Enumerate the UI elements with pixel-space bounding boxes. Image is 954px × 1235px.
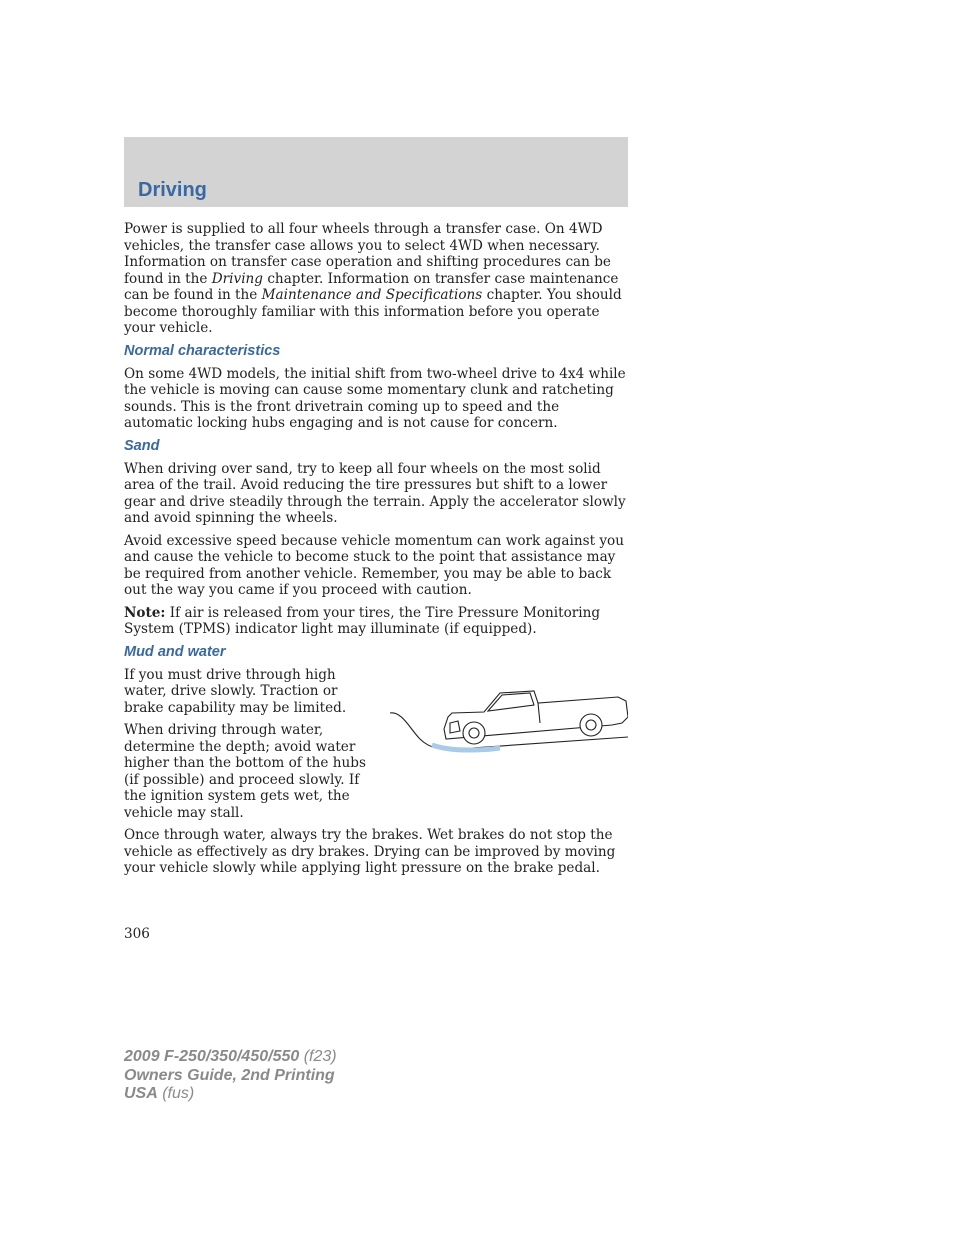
maintenance-chapter-ref: Maintenance and Specifications xyxy=(261,287,483,303)
normal-characteristics-heading: Normal characteristics xyxy=(124,342,281,359)
driving-chapter-ref: Driving xyxy=(211,270,263,287)
footer-line-2: Owners Guide, 2nd Printing xyxy=(124,1066,335,1084)
intro-paragraph xyxy=(124,221,628,337)
footer-model-code: (f23) xyxy=(299,1048,337,1065)
section-header-band xyxy=(124,137,628,207)
section-title: Driving xyxy=(138,179,207,201)
footer-market-code: (fus) xyxy=(157,1085,195,1102)
mud-water-paragraph-1: If you must drive through high water, drive slowly. Traction or brake capability may be limited. xyxy=(124,666,347,716)
footer-market: USA xyxy=(124,1085,158,1102)
sand-paragraph-1: When driving over sand, try to keep all four wheels on the most solid area of the trail. Avoid reducing the tire pressures but shift to a lower gear and drive steadily through the terrain. Apply the accelerator slowly and avoid spinning the wheels. xyxy=(124,460,626,526)
sand-paragraph-2: Avoid excessive speed because vehicle momentum can work against you and cause the vehicle to become stuck to the point that assistance may be required from another vehicle. Remember, you may be able to back out the way you came if you proceed with caution. xyxy=(124,532,624,598)
note-text: If air is released from your tires, the Tire Pressure Monitoring System (TPMS) indicator light may illuminate (if equipped). xyxy=(124,604,601,637)
rear-wheel xyxy=(580,714,602,736)
footer-line-1 xyxy=(124,1048,337,1067)
mud-water-paragraph-2: When driving through water, determine the depth; avoid water higher than the bottom of the hubs (if possible) and proceed slowly. If the ignition system gets wet, the vehicle may stall. xyxy=(124,722,366,821)
page-number: 306 xyxy=(124,926,150,942)
intro-text-3: chapter. You should become thoroughly familiar with this information before you operate your vehicle. xyxy=(124,287,622,336)
note-label: Note: xyxy=(124,604,166,621)
page-content xyxy=(124,221,628,883)
sand-note xyxy=(124,605,628,638)
truck-in-water-illustration xyxy=(388,679,628,763)
normal-characteristics-paragraph: On some 4WD models, the initial shift from two-wheel drive to 4x4 while the vehicle is moving can cause some momentary clunk and ratcheting sounds. This is the front drivetrain coming up to speed and the automatic locking hubs engaging and is not cause for concern. xyxy=(124,365,626,431)
water-pool xyxy=(432,745,500,750)
mud-water-section xyxy=(124,667,628,822)
footer-line-3 xyxy=(124,1085,337,1104)
document-footer xyxy=(124,1048,337,1104)
sand-heading: Sand xyxy=(124,437,160,454)
mud-water-heading: Mud and water xyxy=(124,643,226,660)
mud-water-text-column xyxy=(124,667,372,822)
front-wheel xyxy=(463,722,485,744)
mud-water-paragraph-3: Once through water, always try the brakes. Wet brakes do not stop the vehicle as effectively as dry brakes. Drying can be improved by moving your vehicle slowly while applying light pressure on the brake pedal. xyxy=(124,827,616,876)
footer-model: 2009 F-250/350/450/550 xyxy=(124,1048,300,1065)
intro-text-2: chapter. Information on transfer case maintenance can be found in the xyxy=(124,270,619,303)
intro-text-1: Power is supplied to all four wheels through a transfer case. On 4WD vehicles, the transfer case allows you to select 4WD when necessary. Information on transfer case operation and shifting procedures can be found in the xyxy=(124,221,611,287)
